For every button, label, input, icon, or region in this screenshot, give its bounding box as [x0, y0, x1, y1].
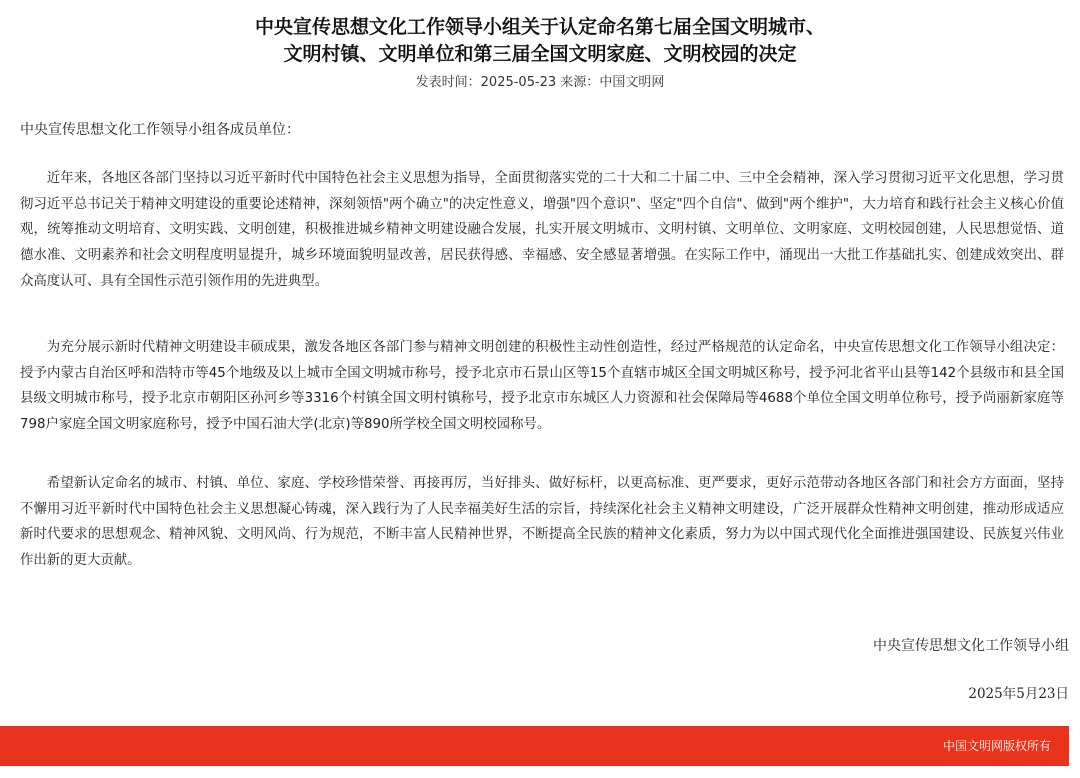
document-date: 2025年5月23日 [968, 686, 1069, 702]
paragraph-2: 为充分展示新时代精神文明建设丰硕成果，激发各地区各部门参与精神文明创建的积极性主动性创造性，经过严格规范的认定命名，中央宣传思想文化工作领导小组决定：授予内蒙古自治区呼和浩特市等45个地级及以上城市全国文明城市称号，授予北京市石景山区等15个直辖市城区全国文明城区称号，授予河北省平山县等142个县级市和县全国县级文明城市称号，授予北京市朝阳区孙河乡等3316个村镇全国文明村镇称号，授予北京市东城区人力资源和社会保障局等4688个单位全国文明单位称号，授予尚丽新家庭等798户家庭全国文明家庭称号，授予中国石油大学(北京)等890所学校全国文明校园称号。 [20, 340, 1064, 433]
footer-bar [0, 726, 1069, 766]
document-title-line-2: 文明村镇、文明单位和第三届全国文明家庭、文明校园的决定 [283, 43, 797, 65]
paragraph-1: 近年来，各地区各部门坚持以习近平新时代中国特色社会主义思想为指导，全面贯彻落实党的二十大和二十届二中、三中全会精神，深入学习贯彻习近平文化思想，学习贯彻习近平总书记关于精神文明建设的重要论述精神，深刻领悟"两个确立"的决定性意义，增强"四个意识"、坚定"四个自信"、做到"两个维护"，大力培育和践行社会主义核心价值观，统筹推动文明培育、文明实践、文明创建，积极推进城乡精神文明建设融合发展，扎实开展文明城市、文明村镇、文明单位、文明家庭、文明校园创建，人民思想觉悟、道德水准、文明素养和社会文明程度明显提升，城乡环境面貌明显改善，居民获得感、幸福感、安全感显著增强。在实际工作中，涌现出一大批工作基础扎实、创建成效突出、群众高度认可、具有全国性示范引领作用的先进典型。 [20, 171, 1064, 289]
document-title-line-1: 中央宣传思想文化工作领导小组关于认定命名第七届全国文明城市、 [254, 16, 825, 38]
paragraph-3: 希望新认定命名的城市、村镇、单位、家庭、学校珍惜荣誉、再接再厉，当好排头、做好标杆，以更高标准、更严要求，更好示范带动各地区各部门和社会方方面面，坚持不懈用习近平新时代中国特色社会主义思想凝心铸魂，深入践行为了人民幸福美好生活的宗旨，持续深化社会主义精神文明建设，广泛开展群众性精神文明创建，推动形成适应新时代要求的思想观念、精神风貌、文明风尚、行为规范，不断丰富人民精神世界，不断提高全民族的精神文化素质，努力为以中国式现代化全面推进强国建设、民族复兴伟业作出新的更大贡献。 [20, 476, 1064, 569]
addressee: 中央宣传思想文化工作领导小组各成员单位： [20, 122, 300, 138]
publish-meta: 发表时间：2025-05-23 来源：中国文明网 [415, 75, 665, 90]
signer: 中央宣传思想文化工作领导小组 [873, 638, 1069, 654]
footer-copyright: 中国文明网版权所有 [942, 739, 1051, 753]
